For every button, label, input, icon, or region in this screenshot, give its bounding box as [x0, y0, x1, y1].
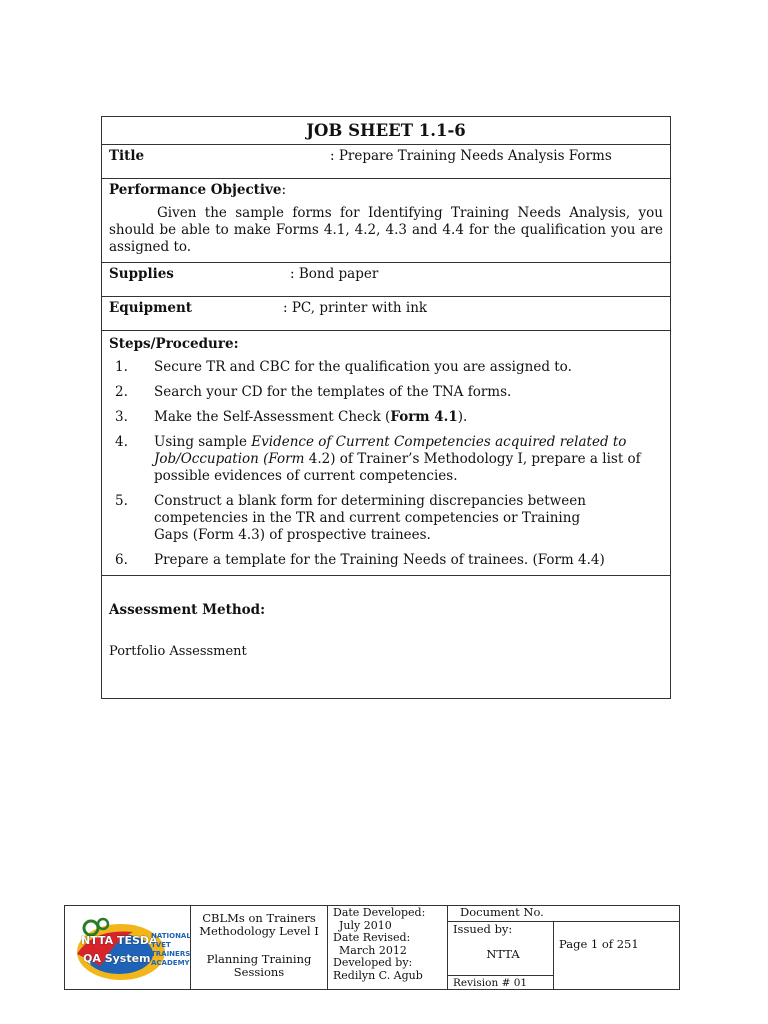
ntta-tesda-logo	[73, 914, 191, 984]
footer-table	[64, 905, 680, 990]
supplies-value: : Bond paper	[290, 266, 379, 282]
title-value: : Prepare Training Needs Analysis Forms	[330, 148, 612, 164]
supplies-label: Supplies	[109, 266, 174, 282]
objective-text: Given the sample forms for Identifying Training Needs Analysis, you should be able to make Forms 4.1, 4.2, 4.3 and 4.4 for the qualification you are assigned to.	[109, 205, 663, 255]
date-revised-label: Date Revised:	[333, 931, 411, 944]
issued-by-label: Issued by:	[453, 922, 513, 936]
steps-list	[109, 359, 663, 569]
revision-number: Revision # 01	[453, 977, 528, 989]
step-item: 1. Secure TR and CBC for the qualification you are assigned to.	[115, 359, 572, 375]
job-sheet-table	[101, 116, 671, 699]
module-line-2: Sessions	[233, 965, 285, 979]
date-developed-label: Date Developed:	[333, 906, 426, 919]
assessment-value: Portfolio Assessment	[109, 644, 247, 659]
step-item: 5. Construct a blank form for determining discrepancies between competencies in the TR and current competencies or Training Gaps (Form 4.3) of prospective trainees.	[115, 493, 586, 543]
step-item: 3. Make the Self-Assessment Check (Form 4.1).	[115, 409, 468, 425]
equipment-label: Equipment	[109, 300, 193, 316]
assessment-label: Assessment Method:	[109, 602, 266, 618]
issued-by: NTTA	[486, 947, 520, 961]
step-item: 6. Prepare a template for the Training Needs of trainees. (Form 4.4)	[115, 552, 605, 568]
step-item: 4. Using sample Evidence of Current Competencies acquired related to Job/Occupation (Form 4.2) of Trainer’s Methodology I, prepare a list of possible evidences of current competencies.	[115, 434, 641, 484]
date-revised: March 2012	[339, 943, 407, 957]
date-developed: July 2010	[339, 918, 392, 932]
equipment-value: : PC, printer with ink	[283, 300, 428, 316]
developed-by: Redilyn C. Agub	[333, 968, 423, 982]
module-line-1: Planning Training	[206, 952, 312, 966]
objective-label: Performance Objective	[109, 182, 282, 198]
course-line-2: Methodology Level I	[199, 924, 319, 938]
course-line-1: CBLMs on Trainers	[202, 911, 316, 925]
steps-label: Steps/Procedure:	[109, 336, 239, 352]
job-sheet-heading: JOB SHEET 1.1-6	[102, 117, 671, 145]
logo-text-1: NTTA TESDA	[81, 934, 158, 947]
developed-by-label: Developed by:	[333, 956, 413, 969]
objective-colon: :	[281, 182, 287, 198]
document-no-label: Document No.	[460, 905, 544, 919]
page-number: Page 1 of 251	[559, 937, 639, 951]
logo-side-text: NATIONAL TVET TRAINERS ACADEMY	[151, 932, 191, 967]
logo-text-2: QA System	[83, 952, 151, 965]
step-item: 2. Search your CD for the templates of the TNA forms.	[115, 384, 512, 400]
title-label: Title	[109, 148, 145, 164]
